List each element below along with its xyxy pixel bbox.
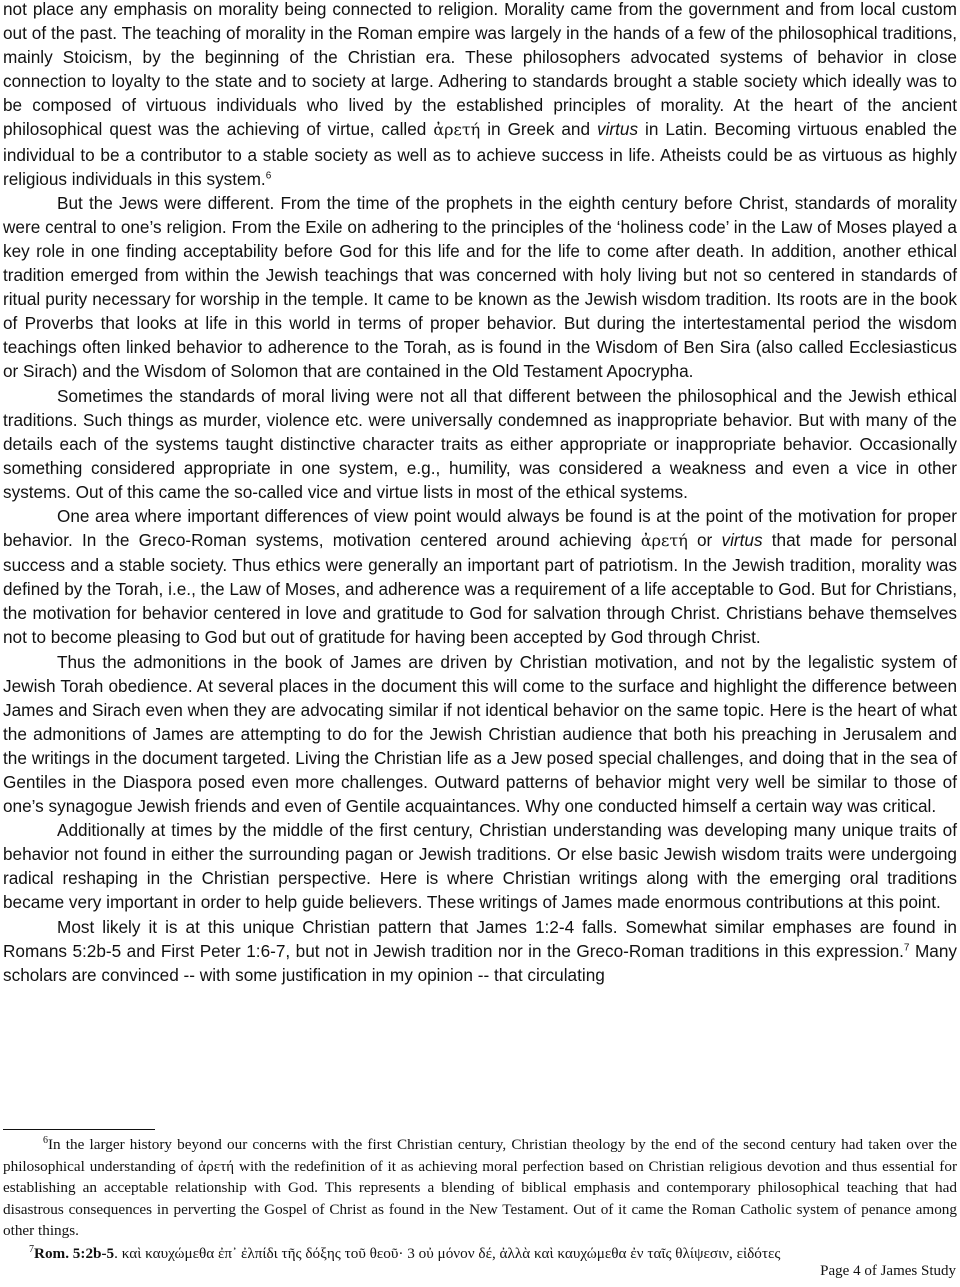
footnote-6-text-b: with the redefinition of it as achieving moral perfection based on Christian religious devotion and thus essential for establishing an acceptable relationship with God. This represents a blending of biblical emphasis and contemporary philosophical teaching that had disastrous consequences in perverting the Gospel of Christ as found in the New Testament. Out of it came the Roman Catholic system of penance among other things. [3, 1157, 958, 1240]
paragraph-1-text-c: in Latin. Becoming virtuous enabled the individual to be a contributor to a stable society as well as to achieve success in life. Atheists could be as virtuous as highly religious individuals in this system. [3, 119, 957, 189]
paragraph-1-text-a: not place any emphasis on morality being connected to religion. Morality came from the government and from local custom out of the past. The teaching of morality in the Roman empire was largely in the hands of a few of the philosophical traditions, mainly Stoicism, by the beginning of the Christian era. These philosophers advocated systems of behavior in close connection to loyalty to the state and to society at large. Adhering to standards brought a stable society which ideally was to be composed of virtuous individuals who lived by the established principles of morality. At the heart of the ancient philosophical quest was the achieving of virtue, called [3, 0, 957, 140]
page-number: Page 4 of James Study [820, 1263, 956, 1279]
paragraph-4 [3, 504, 957, 650]
paragraph-4-text-c: that made for personal success and a stable society. Thus ethics were generally an important part of patriotism. In the Jewish tradition, morality was defined by the Torah, i.e., the Law of Moses, and adherence was a requirement of a life acceptable to God. But for Christians, the motivation for behavior centered in love and gratitude to God for salvation through Christ. Christians behave themselves not to become pleasing to God but out of gratitude for having been accepted by God through Christ. [3, 530, 957, 648]
footnote-7-reference: Rom. 5:2b-5 [34, 1244, 115, 1262]
body-text [3, 0, 957, 987]
latin-virtus: virtus [721, 530, 763, 551]
latin-virtus: virtus [597, 119, 639, 140]
footnote-ref-6: 6 [265, 169, 272, 181]
footnote-divider [3, 1129, 155, 1130]
paragraph-5: Thus the admonitions in the book of James are driven by Christian motivation, and not by the legalistic system of Jewish Torah obedience. At several places in the document this will come to the surface and highlight the difference between James and Sirach even when they are advocating similar if not identical behavior on the same topic. Here is the heart of what the admonitions of James are attempting to do for the Jewish Christian audience that both his preaching in Jerusalem and the writings in the document targeted. Living the Christian life as a Jew posed special challenges, and doing that in the sea of Gentiles in the Diaspora posed even more challenges. Outward patterns of behavior might very well be similar to those of one’s synagogue Jewish friends and even of Gentile acquaintances. Why one conducted himself a certain way was critical. [3, 651, 957, 817]
paragraph-2: But the Jews were different. From the time of the prophets in the eighth century before Christ, standards of morality were central to one’s religion. From the Exile on adhering to the principles of the ‘holiness code’ in the Law of Moses played a key role in one finding acceptability before God for this life and for the life to come after death. In addition, another ethical tradition emerged from within the Jewish teachings that was concerned with holy living but not so centered in standards of ritual purity necessary for worship in the temple. It came to be known as the Jewish wisdom tradition. Its roots are in the book of Proverbs that looks at life in this world in terms of proper behavior. But during the intertestamental period the wisdom teachings often linked behavior to adherence to the Torah, as is found in the Wisdom of Ben Sira (also called Ecclesiasticus or Sirach) and the Wisdom of Solomon that are contained in the Old Testament Apocrypha. [3, 192, 957, 382]
paragraph-7-text-a: Most likely it is at this unique Christian pattern that James 1:2-4 falls. Somewhat similar emphases are found in Romans 5:2b-5 and First Peter 1:6-7, but not in Jewish tradition nor in the Greco-Roman traditions in this expression. [3, 916, 957, 961]
footnote-ref-7: 7 [903, 941, 910, 953]
paragraph-4-text-a: One area where important differences of view point would always be found is at the point of the motivation for proper behavior. In the Greco-Roman systems, motivation centered around achieving [3, 505, 957, 551]
footnote-7 [3, 1243, 957, 1265]
paragraph-6: Additionally at times by the middle of the first century, Christian understanding was developing many unique traits of behavior not found in either the surrounding pagan or Jewish traditions. Or else basic Jewish wisdom traits were undergoing radical reshaping in the Christian perspective. Here is where Christian writings along with the emerging oral traditions became very important in order to help guide believers. These writings of James made enormous contributions at this point. [3, 820, 957, 913]
footnote-6-mark: 6 [43, 1134, 48, 1146]
paragraph-4-text-b: or [687, 530, 722, 551]
paragraph-7-text-b: Many scholars are convinced -- with some justification in my opinion -- that circulating [3, 940, 957, 985]
footnote-6-greek: ἀρετή [198, 1157, 235, 1175]
paragraph-1-text-b: in Greek and [480, 119, 597, 140]
paragraph-3: Sometimes the standards of moral living were not all that different between the philosophical and the Jewish ethical traditions. Such things as murder, violence etc. were universally condemned as inappropriate behavior. But with many of the details each of the systems taught distinctive character traits as either appropriate or inappropriate behavior. Occasionally something considered appropriate in one system, e.g., humility, was considered a weakness and even a vice in other systems. Out of this came the so-called vice and virtue lists in most of the ethical systems. [3, 385, 957, 502]
footnote-7-greek-text: . καὶ καυχώμεθα ἐπ᾽ ἐλπίδι τῆς δόξης τοῦ θεοῦ· 3 οὐ μόνον δέ, ἀλλὰ καὶ καυχώμεθα ἐν ταῖς θλίψεσιν, εἰδότες [114, 1244, 781, 1262]
footnote-6 [3, 1134, 957, 1242]
paragraph-7 [3, 915, 957, 987]
footnotes [3, 1134, 957, 1265]
footnote-7-mark: 7 [29, 1243, 34, 1255]
greek-arete: ἀρετή [433, 120, 481, 140]
greek-arete: ἀρετή [640, 531, 688, 551]
paragraph-1 [3, 0, 957, 191]
footnote-6-text-a: In the larger history beyond our concerns with the first Christian century, Christian theology by the end of the second century had taken over the philosophical understanding of [3, 1136, 957, 1175]
